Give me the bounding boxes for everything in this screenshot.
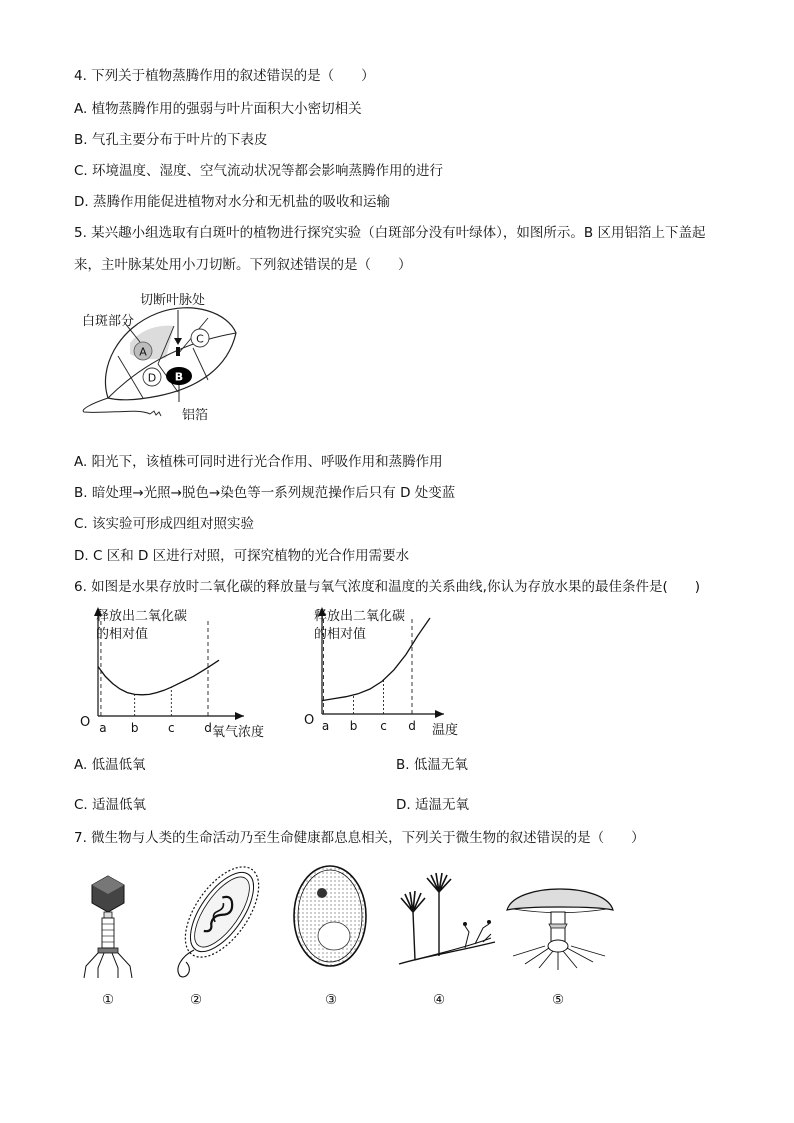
- x-tick-d: d: [408, 719, 416, 733]
- q6-option-a: A. 低温低氧: [74, 757, 146, 773]
- q7-stem: 7. 微生物与人类的生命活动乃至生命健康都息息相关，下列关于微生物的叙述错误的是（ ）: [74, 830, 645, 846]
- q5-stem-line2: 来，主叶脉某处用小刀切断。下列叙述错误的是（ ）: [74, 257, 412, 273]
- mushroom-figure: [505, 876, 615, 972]
- x-tick-c: c: [168, 721, 175, 735]
- yeast-figure: [290, 860, 370, 972]
- bacteriophage-figure: [78, 870, 138, 985]
- x-tick-d: d: [204, 721, 212, 735]
- q4-option-b: B. 气孔主要分布于叶片的下表皮: [74, 132, 268, 148]
- y-axis-label-line2: 的相对值: [314, 627, 367, 642]
- label-white-patch: 白斑部分: [82, 314, 135, 329]
- origin-label: O: [80, 715, 91, 730]
- x-tick-b: b: [130, 721, 139, 735]
- x-tick-c: c: [380, 719, 387, 733]
- leaf-figure: [78, 288, 248, 428]
- y-axis-label-line2: 的相对值: [96, 627, 149, 642]
- x-tick-a: a: [99, 721, 107, 735]
- origin-label: O: [304, 713, 315, 728]
- penicillium-figure: [395, 872, 505, 972]
- q4-option-c: C. 环境温度、湿度、空气流动状况等都会影响蒸腾作用的进行: [74, 163, 444, 179]
- q6-option-b: B. 低温无氧: [396, 757, 468, 773]
- bacterium-figure: [164, 852, 274, 982]
- q5-option-c: C. 该实验可形成四组对照实验: [74, 516, 255, 532]
- q5-stem-line1: 5. 某兴趣小组选取有白斑叶的植物进行探究实验（白斑部分没有叶绿体），如图所示。B 区用铝箔上下盖起: [74, 225, 706, 241]
- label-foil: 铝箔: [182, 408, 209, 423]
- q5-option-b: B. 暗处理→光照→脱色→染色等一系列规范操作后只有 D 处变蓝: [74, 485, 456, 501]
- microbe-label-4: ④: [433, 992, 446, 1008]
- cut-mark: [176, 347, 180, 356]
- y-axis-label-line1: 释放出二氧化碳: [96, 609, 188, 624]
- x-tick-b: b: [349, 719, 358, 733]
- q5-option-d: D. C 区和 D 区进行对照，可探究植物的光合作用需要水: [74, 548, 410, 564]
- chart-oxygen: [74, 604, 284, 744]
- label-cut-vein: 切断叶脉处: [140, 293, 206, 308]
- region-a-label: A: [139, 345, 147, 359]
- microbe-label-3: ③: [325, 992, 338, 1008]
- region-c-label: C: [196, 332, 204, 346]
- q4-stem: 4. 下列关于植物蒸腾作用的叙述错误的是（ ）: [74, 68, 375, 84]
- series-line: [98, 660, 219, 695]
- region-b-label: B: [174, 370, 184, 384]
- microbe-label-2: ②: [190, 992, 203, 1008]
- y-axis-label-line1: 释放出二氧化碳: [314, 609, 406, 624]
- q6-stem: 6. 如图是水果存放时二氧化碳的释放量与氧气浓度和温度的关系曲线,你认为存放水果的最佳条件是( ): [74, 579, 700, 595]
- microbe-label-5: ⑤: [552, 992, 565, 1008]
- q5-option-a: A. 阳光下，该植株可同时进行光合作用、呼吸作用和蒸腾作用: [74, 454, 443, 470]
- chart-temperature: [290, 604, 480, 744]
- microbe-label-1: ①: [102, 992, 115, 1008]
- x-axis-arrow: [235, 712, 244, 720]
- region-d-label: D: [147, 371, 157, 385]
- q6-option-c: C. 适温低氧: [74, 797, 147, 813]
- q4-option-d: D. 蒸腾作用能促进植物对水分和无机盐的吸收和运输: [74, 194, 390, 210]
- x-axis-label: 温度: [432, 723, 459, 738]
- x-axis-arrow: [435, 710, 444, 718]
- x-axis-label: 氧气浓度: [212, 725, 265, 740]
- q6-option-d: D. 适温无氧: [396, 797, 469, 813]
- x-tick-a: a: [321, 719, 330, 733]
- q4-option-a: A. 植物蒸腾作用的强弱与叶片面积大小密切相关: [74, 101, 362, 117]
